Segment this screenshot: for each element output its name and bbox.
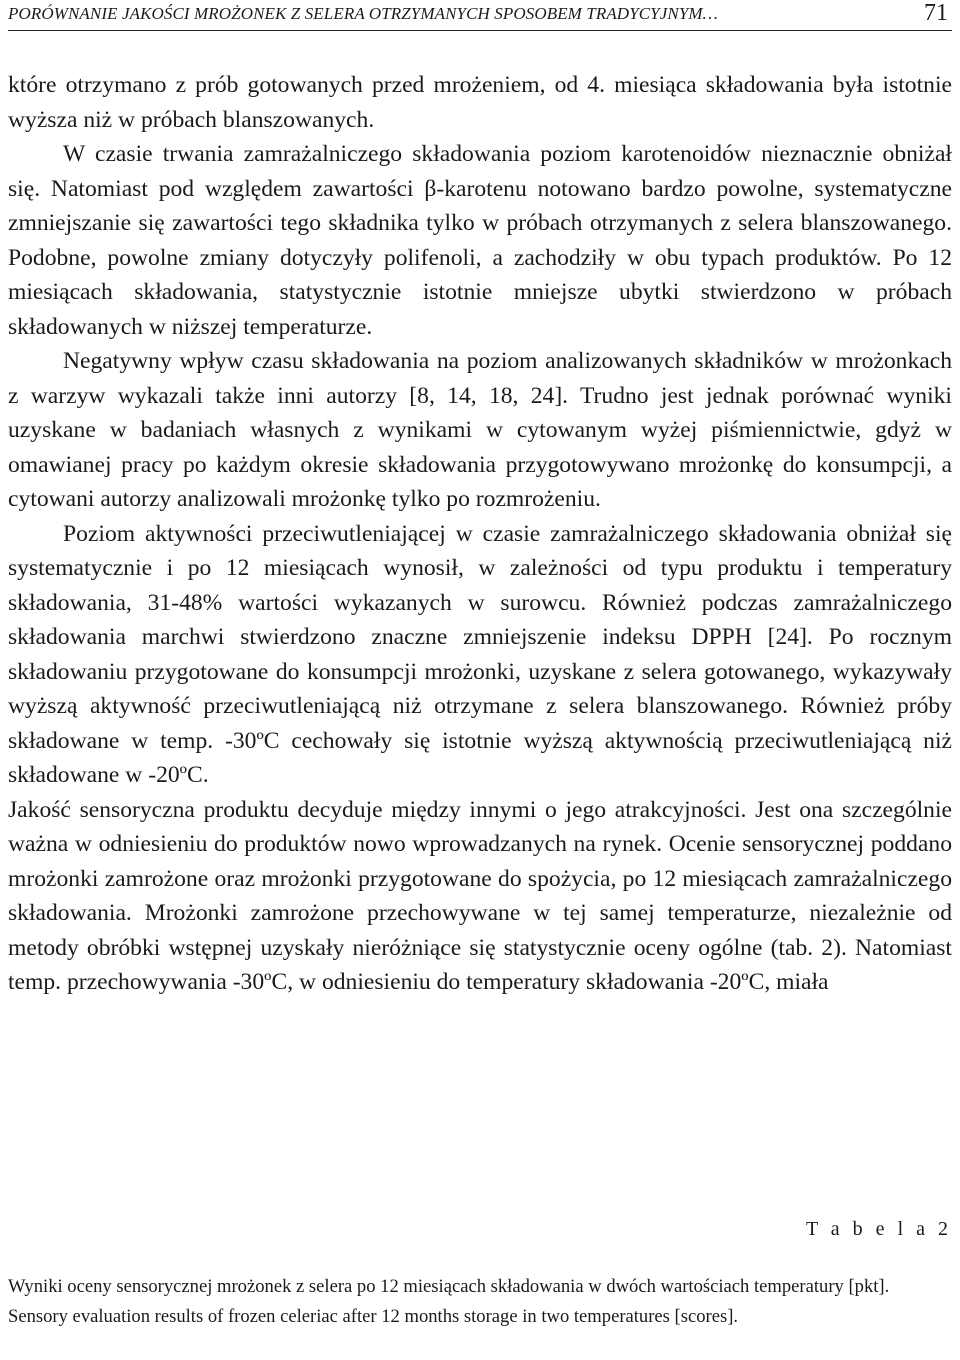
table-caption xyxy=(8,1272,952,1332)
running-header xyxy=(8,0,952,31)
body-text xyxy=(8,68,952,1000)
paragraph: które otrzymano z prób gotowanych przed mrożeniem, od 4. miesiąca składowania była istotnie wyższa niż w próbach blanszowanych. xyxy=(8,72,952,133)
running-header-title: PORÓWNANIE JAKOŚCI MROŻONEK Z SELERA OTRZYMANYCH SPOSOBEM TRADYCYJNYM… xyxy=(8,4,718,23)
paragraph: W czasie trwania zamrażalniczego składowania poziom karotenoidów nieznacznie obniżał się. Natomiast pod względem zawartości β-karotenu notowano bardzo powolne, systematyczne zmniejszanie się zawartości tego składnika tylko w próbach otrzymanych z selera blanszowanego. Podobne, powolne zmiany dotyczyły polifenoli, a zachodziły w obu typach produktów. Po 12 miesiącach składowania, statystycznie istotnie mniejsze ubytki stwierdzono w próbach składowanych w niższej temperaturze. xyxy=(8,141,952,340)
paragraph: Negatywny wpływ czasu składowania na poziom analizowanych składników w mrożonkach z warzyw wykazali także inni autorzy [8, 14, 18, 24]. Trudno jest jednak porównać wyniki uzyskane w badaniach własnych z wynikami w cytowanym wyżej piśmiennictwie, gdyż w omawianej pracy po każdym okresie składowania przygotowywano mrożonkę do konsumpcji, a cytowani autorzy analizowali mrożonkę tylko po rozmrożeniu. xyxy=(8,348,952,512)
table-caption-polish: Wyniki oceny sensorycznej mrożonek z selera po 12 miesiącach składowania w dwóch wartościach temperatury [pkt]. xyxy=(8,1276,890,1297)
table-caption-english: Sensory evaluation results of frozen celeriac after 12 months storage in two temperatures [scores]. xyxy=(8,1306,739,1327)
paragraph: Jakość sensoryczna produktu decyduje między innymi o jego atrakcyjności. Jest ona szczególnie ważna w odniesieniu do produktów nowo wprowadzanych na rynek. Ocenie sensorycznej poddano mrożonki zamrożone oraz mrożonki przygotowane do spożycia, po 12 miesiącach zamrażalniczego składowania. Mrożonki zamrożone przechowywane w tej samej temperaturze, niezależnie od metody obróbki wstępnej uzyskały nieróżniące się statystycznie oceny ogólne (tab. 2). Natomiast temp. przechowywania -30ºC, w odniesieniu do temperatury składowania -20ºC, miała xyxy=(8,796,952,995)
paragraph: Poziom aktywności przeciwutleniającej w czasie zamrażalniczego składowania obniżał się systematycznie i po 12 miesiącach wynosił, w zależności od typu produktu i temperatury składowania, 31-48% wartości wykazanych w surowcu. Również podczas zamrażalniczego składowania marchwi stwierdzono znaczne zmniejszenie indeksu DPPH [24]. Po rocznym składowaniu przygotowane do konsumpcji mrożonki, uzyskane z selera gotowanego, wykazywały wyższą aktywność przeciwutleniającą niż otrzymane z selera blanszowanego. Również próby składowane w temp. -30ºC cechowały się istotnie wyższą aktywnością przeciwutleniającą niż składowane w -20ºC. xyxy=(8,520,952,788)
table-label: T a b e l a 2 xyxy=(805,1218,952,1240)
page-number: 71 xyxy=(924,0,948,26)
